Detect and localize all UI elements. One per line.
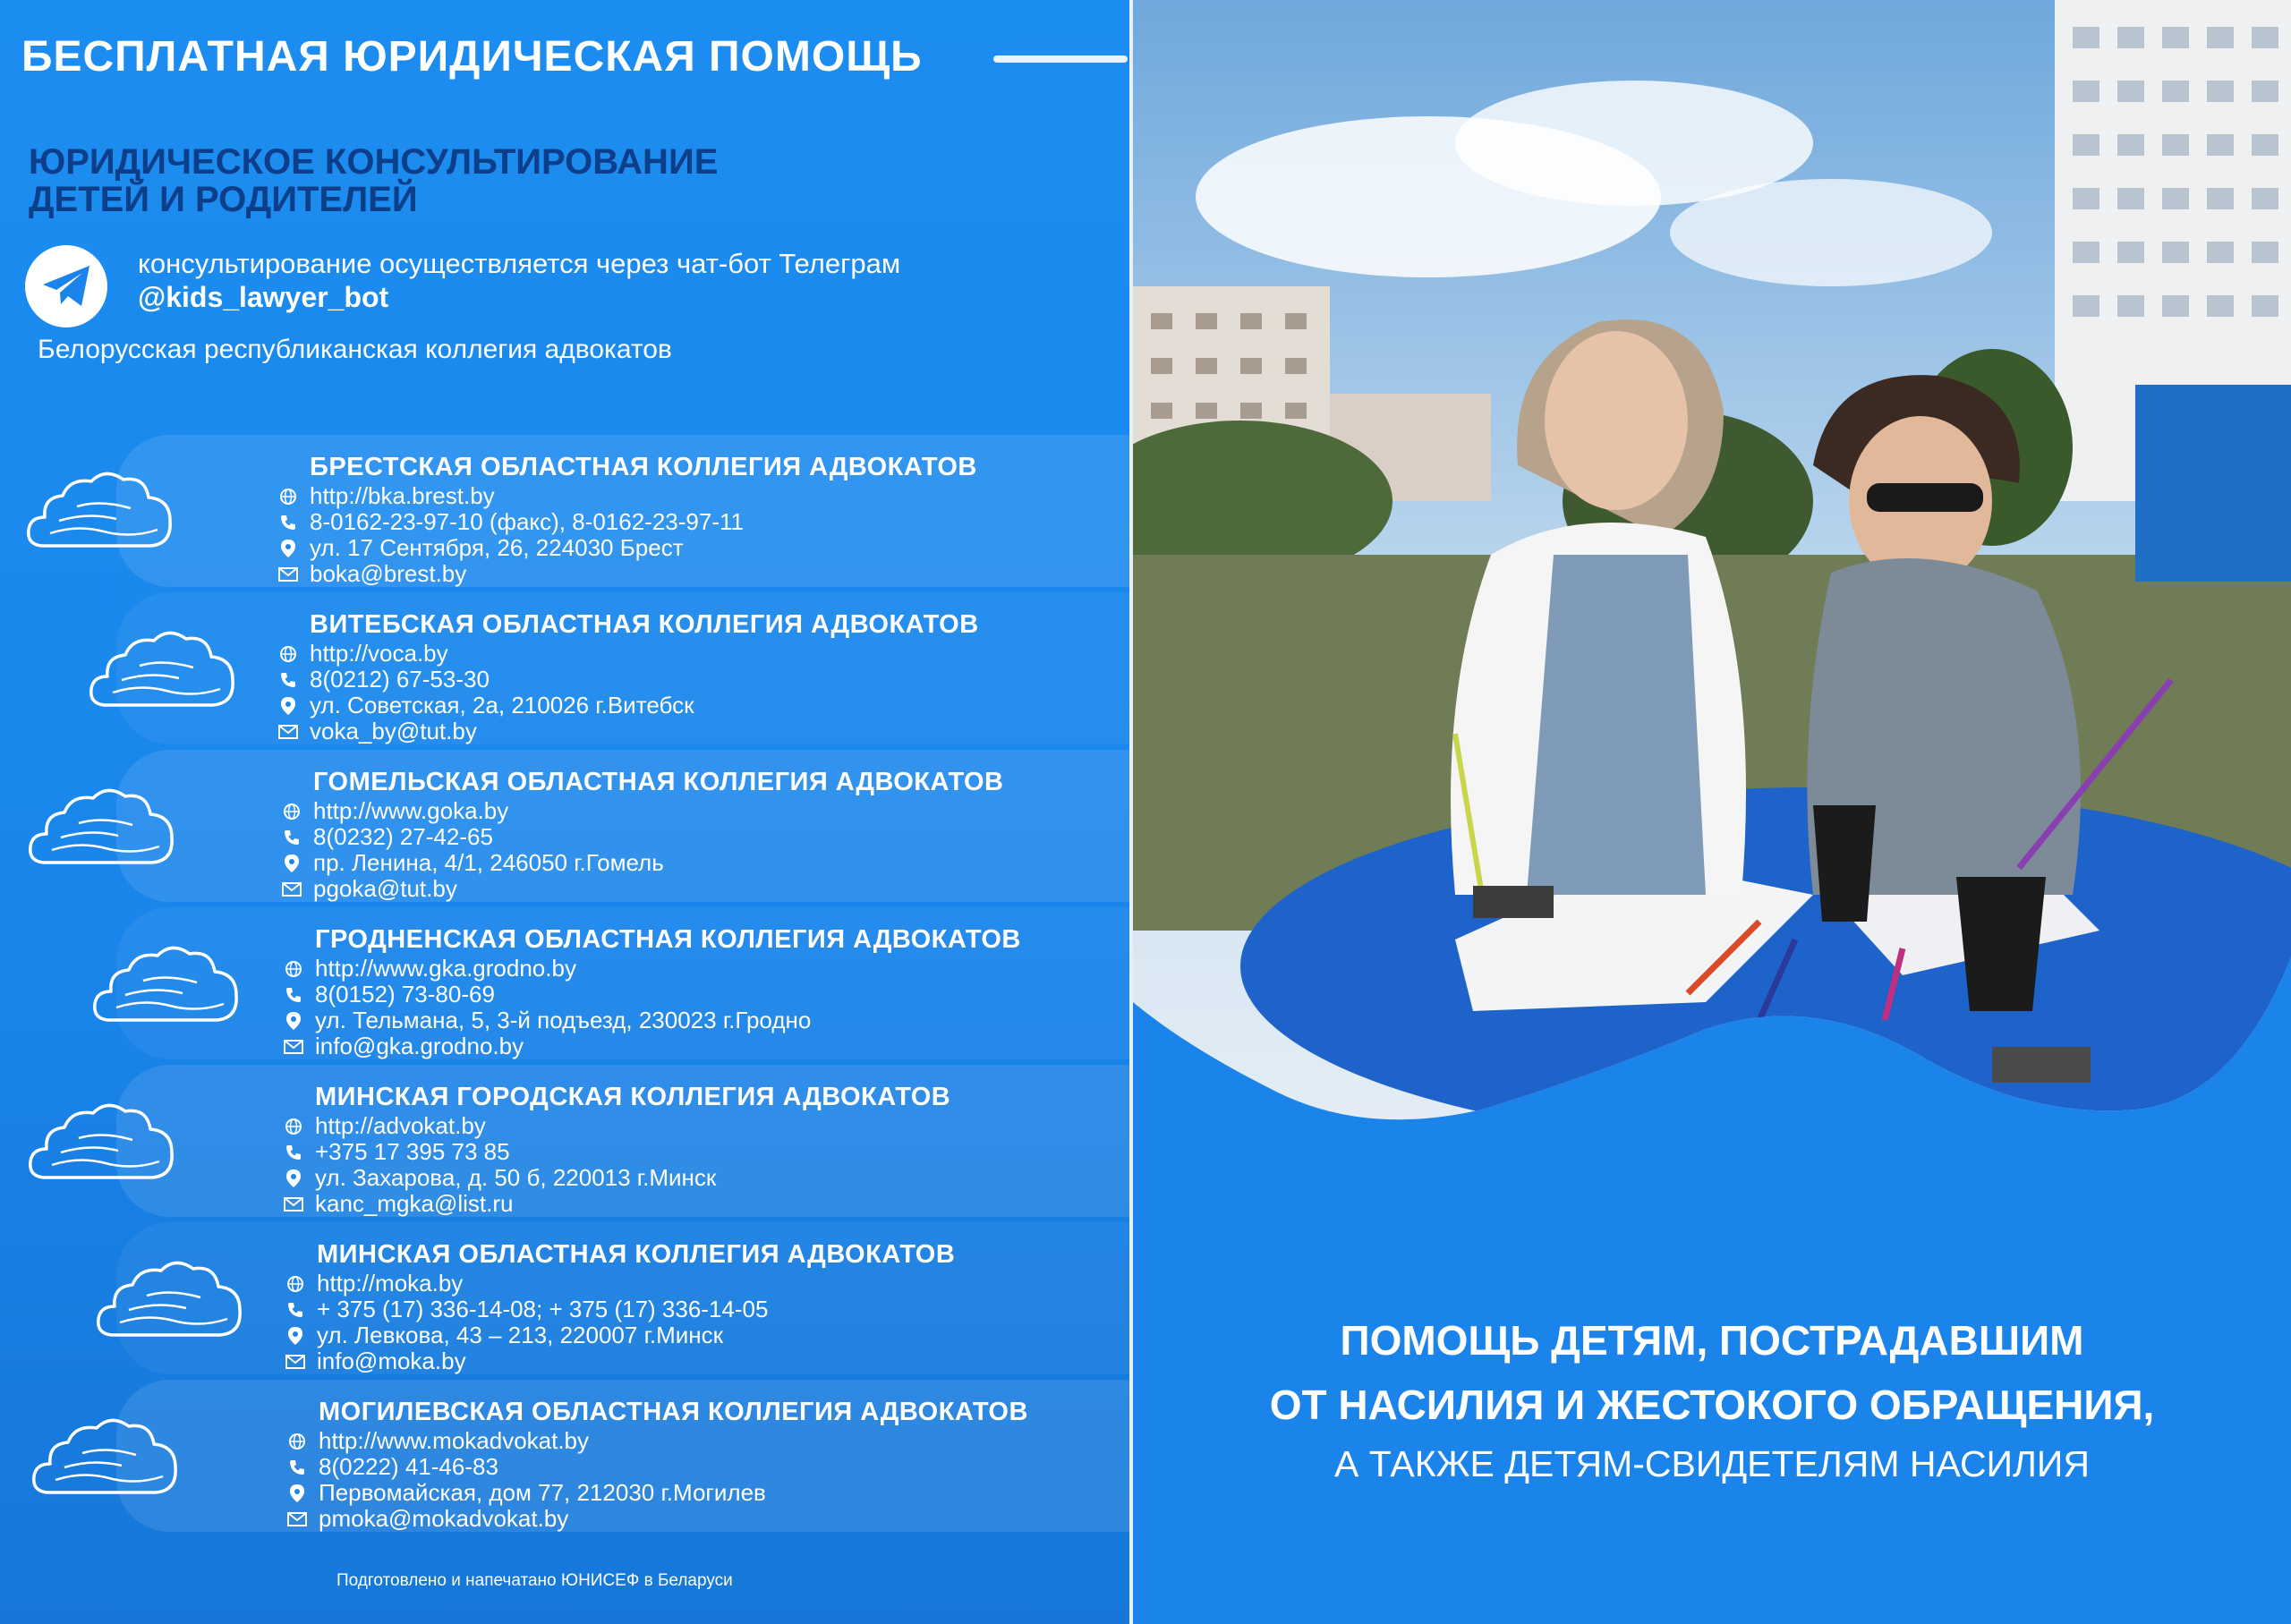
college-vitebsk — [267, 608, 1129, 744]
consult-heading-line1: ЮРИДИЧЕСКОЕ КОНСУЛЬТИРОВАНИЕ — [29, 142, 719, 182]
college-email[interactable]: boka@brest.by — [310, 560, 467, 587]
envelope-icon — [276, 1506, 319, 1532]
envelope-icon — [272, 1191, 315, 1217]
telegram-icon[interactable] — [25, 245, 107, 327]
globe-icon — [272, 956, 315, 982]
college-title: БРЕСТСКАЯ ОБЛАСТНАЯ КОЛЛЕГИЯ АДВОКАТОВ — [310, 453, 977, 481]
location-pin-icon — [276, 1480, 319, 1506]
location-pin-icon — [267, 535, 310, 561]
location-pin-icon — [267, 693, 310, 718]
phone-icon — [267, 667, 310, 693]
college-email[interactable]: kanc_mgka@list.ru — [315, 1190, 514, 1217]
college-title: МОГИЛЕВСКАЯ ОБЛАСТНАЯ КОЛЛЕГИЯ АДВОКАТОВ — [319, 1398, 1028, 1426]
cloud-icon — [89, 941, 243, 1031]
envelope-icon — [272, 1033, 315, 1059]
college-grodno — [272, 923, 1129, 1059]
college-address: пр. Ленина, 4/1, 246050 г.Гомель — [313, 849, 664, 876]
college-title: МИНСКАЯ ГОРОДСКАЯ КОЛЛЕГИЯ АДВОКАТОВ — [315, 1083, 951, 1111]
college-address: Первомайская, дом 77, 212030 г.Могилев — [319, 1479, 766, 1506]
college-phone: 8(0232) 27-42-65 — [313, 823, 493, 850]
college-phone: 8(0212) 67-53-30 — [310, 666, 490, 693]
cloud-icon — [29, 1414, 183, 1503]
cloud-icon — [23, 467, 177, 557]
college-address: ул. Левкова, 43 – 213, 220007 г.Минск — [317, 1322, 724, 1348]
globe-icon — [274, 1271, 317, 1297]
college-email[interactable]: pmoka@mokadvokat.by — [319, 1505, 569, 1532]
right-panel — [1133, 0, 2291, 1624]
globe-icon — [267, 483, 310, 509]
college-email[interactable]: voka_by@tut.by — [310, 718, 477, 744]
college-website[interactable]: http://www.mokadvokat.by — [319, 1427, 590, 1454]
college-phone: 8(0222) 41-46-83 — [319, 1453, 498, 1480]
headline-line2: ОТ НАСИЛИЯ И ЖЕСТОКОГО ОБРАЩЕНИЯ, — [1269, 1382, 2155, 1428]
consult-heading-line2: ДЕТЕЙ И РОДИТЕЛЕЙ — [29, 180, 418, 219]
college-mogilev — [276, 1396, 1129, 1532]
location-pin-icon — [272, 1008, 315, 1033]
college-website[interactable]: http://bka.brest.by — [310, 482, 495, 509]
college-website[interactable]: http://advokat.by — [315, 1112, 486, 1139]
envelope-icon — [274, 1348, 317, 1374]
headline — [1133, 1308, 2291, 1491]
phone-icon — [272, 982, 315, 1008]
phone-icon — [270, 824, 313, 850]
location-pin-icon — [270, 850, 313, 876]
college-minsk-city — [272, 1081, 1129, 1217]
college-phone: + 375 (17) 336-14-08; + 375 (17) 336-14-05 — [317, 1296, 769, 1322]
college-phone: 8(0152) 73-80-69 — [315, 981, 495, 1008]
college-gomel — [270, 766, 1129, 902]
globe-icon — [276, 1428, 319, 1454]
college-website[interactable]: http://moka.by — [317, 1270, 464, 1297]
envelope-icon — [270, 876, 313, 902]
college-title: ВИТЕБСКАЯ ОБЛАСТНАЯ КОЛЛЕГИЯ АДВОКАТОВ — [310, 610, 979, 639]
phone-icon — [272, 1139, 315, 1165]
globe-icon — [272, 1113, 315, 1139]
globe-icon — [270, 798, 313, 824]
bar-association-name: Белорусская республиканская коллегия адвокатов — [38, 335, 672, 364]
telegram-text: консультирование осуществляется через чат-бот Телеграм — [138, 248, 901, 279]
phone-icon — [274, 1297, 317, 1322]
college-website[interactable]: http://www.goka.by — [313, 797, 509, 824]
location-pin-icon — [272, 1165, 315, 1191]
cloud-icon — [25, 1099, 179, 1188]
college-address: ул. Советская, 2а, 210026 г.Витебск — [310, 692, 694, 718]
main-title: БЕСПЛАТНАЯ ЮРИДИЧЕСКАЯ ПОМОЩЬ — [21, 33, 923, 81]
college-website[interactable]: http://www.gka.grodno.by — [315, 955, 576, 982]
college-address: ул. 17 Сентября, 26, 224030 Брест — [310, 534, 684, 561]
envelope-icon — [267, 718, 310, 744]
college-address: ул. Захарова, д. 50 б, 220013 г.Минск — [315, 1164, 717, 1191]
envelope-icon — [267, 561, 310, 587]
headline-line3: А ТАКЖЕ ДЕТЯМ-СВИДЕТЕЛЯМ НАСИЛИЯ — [1333, 1443, 2091, 1484]
globe-icon — [267, 641, 310, 667]
college-title: МИНСКАЯ ОБЛАСТНАЯ КОЛЛЕГИЯ АДВОКАТОВ — [317, 1240, 956, 1269]
footer-note: Подготовлено и напечатано ЮНИСЕФ в Беларуси — [336, 1571, 733, 1590]
location-pin-icon — [274, 1322, 317, 1348]
consult-heading — [29, 143, 924, 218]
cloud-icon — [86, 626, 240, 716]
college-title: ГРОДНЕНСКАЯ ОБЛАСТНАЯ КОЛЛЕГИЯ АДВОКАТОВ — [315, 925, 1021, 954]
college-email[interactable]: info@gka.grodno.by — [315, 1033, 524, 1059]
telegram-bot-link[interactable]: @kids_lawyer_bot — [138, 281, 389, 313]
photo-children-painting — [1133, 0, 2291, 1154]
title-decor-dash — [993, 55, 1128, 63]
left-panel — [0, 0, 1129, 1624]
college-title: ГОМЕЛЬСКАЯ ОБЛАСТНАЯ КОЛЛЕГИЯ АДВОКАТОВ — [313, 768, 1004, 796]
headline-line1: ПОМОЩЬ ДЕТЯМ, ПОСТРАДАВШИМ — [1340, 1317, 2084, 1364]
college-email[interactable]: pgoka@tut.by — [313, 875, 457, 902]
college-website[interactable]: http://voca.by — [310, 640, 448, 667]
college-minsk-region — [274, 1238, 1129, 1374]
college-phone: 8-0162-23-97-10 (факс), 8-0162-23-97-11 — [310, 508, 744, 535]
college-brest — [267, 451, 1129, 587]
cloud-icon — [25, 784, 179, 873]
college-address: ул. Тельмана, 5, 3-й подъезд, 230023 г.Гродно — [315, 1007, 812, 1033]
college-phone: +375 17 395 73 85 — [315, 1138, 510, 1165]
cloud-icon — [93, 1256, 247, 1346]
phone-icon — [267, 509, 310, 535]
college-email[interactable]: info@moka.by — [317, 1348, 466, 1374]
phone-icon — [276, 1454, 319, 1480]
